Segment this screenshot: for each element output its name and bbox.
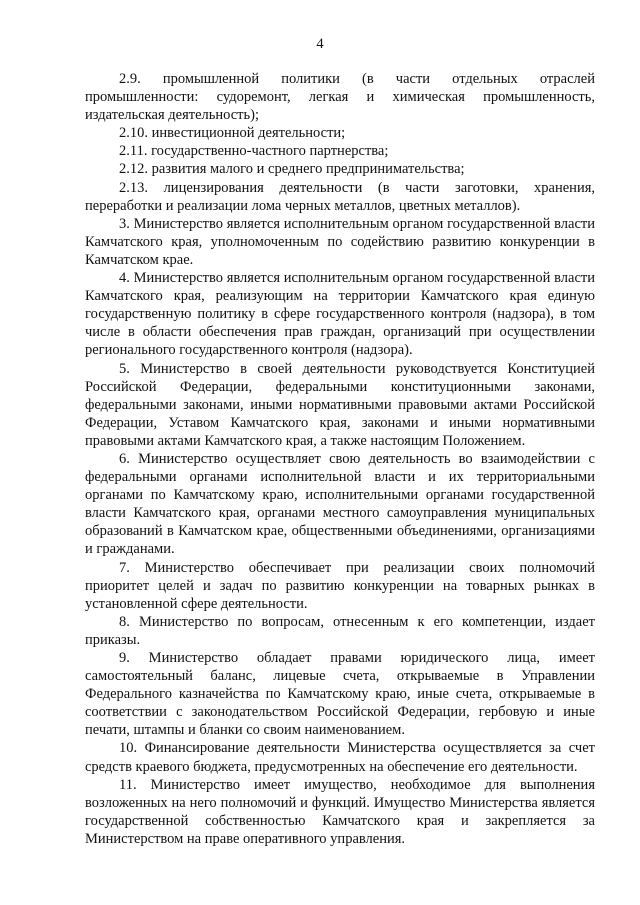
paragraph-6: 6. Министерство осуществляет свою деятельность во взаимодействии с федеральными органами исполнительной власти и их территориальными органами по Камчатскому краю, исполнительными органами государственной власти Камчатского края, органами местного самоуправления муниципальных образований в Камчатском крае, общественными объединениями, организациями и гражданами. [85,450,595,558]
paragraph-2-11: 2.11. государственно-частного партнерства; [119,143,389,160]
paragraph-11: 11. Министерство имеет имущество, необходимое для выполнения возложенных на него полномочий и функций. Имущество Министерства является государственной собственностью Камчатского края и закрепляется за Министерством на праве оперативного управления. [85,776,595,847]
page-number: 4 [316,36,324,52]
paragraph-4: 4. Министерство является исполнительным органом государственной власти Камчатского края, реализующим на территории Камчатского края единую государственную политику в сфере государственного контроля (надзора), в том числе в области обеспечения прав граждан, организаций при осуществлении регионального государственного контроля (надзора). [85,270,595,359]
document-body [85,70,595,848]
paragraph-2-9: 2.9. промышленной политики (в части отдельных отраслей промышленности: судоремонт, легкая и химическая промышленность, издательская деятельность); [85,71,595,124]
paragraph-2-13: 2.13. лицензирования деятельности (в части заготовки, хранения, переработки и реализации лома черных металлов, цветных металлов). [85,179,595,214]
paragraph-3: 3. Министерство является исполнительным органом государственной власти Камчатского края, уполномоченным по содействию развитию конкуренции в Камчатском крае. [85,215,595,268]
paragraph-5: 5. Министерство в своей деятельности руководствуется Конституцией Российской Федерации, федеральными конституционными законами, федеральными законами, иными нормативными правовыми актами Российской Федерации, Уставом Камчатского края, законами и иными нормативными правовыми актами Камчатского края, а также настоящим Положением. [85,360,595,449]
paragraph-2-12: 2.12. развития малого и среднего предпринимательства; [119,161,465,178]
paragraph-9: 9. Министерство обладает правами юридического лица, имеет самостоятельный баланс, лицевые счета, открываемые в Управлении Федерального казначейства по Камчатскому краю, иные счета, открываемые в соответствии с законодательством Российской Федерации, гербовую и иные печати, штампы и бланки со своим наименованием. [85,650,595,739]
paragraph-10: 10. Финансирование деятельности Министерства осуществляется за счет средств краевого бюджета, предусмотренных на обеспечение его деятельности. [85,740,595,775]
paragraph-7: 7. Министерство обеспечивает при реализации своих полномочий приоритет целей и задач по развитию конкуренции на товарных рынках в установленной сфере деятельности. [85,559,595,612]
paragraph-8: 8. Министерство по вопросам, отнесенным к его компетенции, издает приказы. [85,613,595,648]
paragraph-2-10: 2.10. инвестиционной деятельности; [119,125,346,142]
